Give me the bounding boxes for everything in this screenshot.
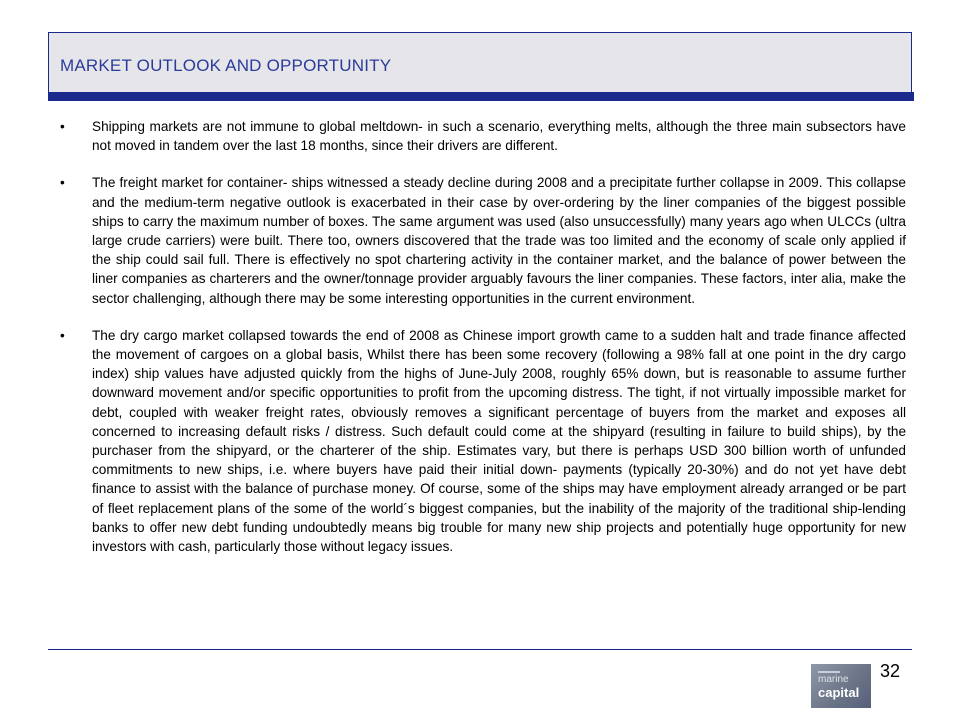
list-item bbox=[56, 117, 906, 155]
bullet-icon: • bbox=[60, 175, 65, 191]
bullet-text: Shipping markets are not immune to global meltdown- in such a scenario, everything melts, although the three main subsectors have not moved in tandem over the last 18 months, since their drivers are different. bbox=[92, 119, 906, 154]
logo-text-line2: capital bbox=[818, 685, 860, 700]
bullet-icon: • bbox=[60, 327, 65, 343]
page-number: 32 bbox=[880, 661, 901, 681]
list-item bbox=[56, 173, 906, 307]
marine-capital-logo bbox=[811, 664, 871, 708]
bullet-text: The freight market for container- ships witnessed a steady decline during 2008 and a precipitate further collapse in 2009. This collapse and the medium-term negative outlook is exacerbated in their case by over-ordering by the liner companies of the biggest possible ships to carry the maximum number of boxes. The same argument was used (also unsuccessfully) many years ago when ULCCs (ultra large crude carriers) were built. There too, owners discovered that the trade was too limited and the economy of scale only applied if the ship could sail full. There is effectively no spot chartering activity in the container market, and the balance of power between the liner companies as charterers and the owner/tonnage provider arguably favours the liner companies. These factors, inter alia, make the sector challenging, although there may be some interesting opportunities in the current environment. bbox=[92, 175, 906, 306]
title-banner-underline bbox=[48, 92, 914, 101]
bullet-icon: • bbox=[60, 119, 65, 134]
page-title: MARKET OUTLOOK AND OPPORTUNITY bbox=[60, 56, 392, 75]
bullet-text: The dry cargo market collapsed towards the end of 2008 as Chinese import growth came to a sudden halt and trade finance affected the movement of cargoes on a global basis, Whilst there has been some recovery (following a 98% fall at one point in the dry cargo index) ship values have adjusted quickly from the highs of June-July 2008, roughly 65% down, but is reasonable to assume further downward movement and/or specific opportunities to profit from the upcoming distress. The tight, if not virtually impossible market for debt, coupled with weaker freight rates, obviously removes a significant percentage of buyers from the market and exposes all concerned to increasing default risks / distress. Such default could come at the shipyard (resulting in failure to build ships), by the purchaser from the shipyard, or the charterer of the ship. Estimates vary, but there is perhaps USD 300 billion worth of unfunded commitments to new ships, i.e. where buyers have paid their initial down- payments (typically 20-30%) and do not yet have debt finance to assist with the balance of purchase money. Of course, some of the ships may have employment already arranged or be part of fleet replacement plans of the some of the world´s biggest companies, but the inability of the majority of the traditional ship-lending banks to offer new debt funding undoubtedly means big trouble for many new ship projects and potentially huge opportunity for new investors with cash, particularly those without legacy issues. bbox=[92, 327, 906, 555]
logo-text-line1: marine bbox=[818, 674, 849, 685]
bullet-list bbox=[56, 117, 906, 574]
footer-divider bbox=[48, 649, 912, 650]
list-item bbox=[56, 326, 906, 556]
logo-accent-bar bbox=[818, 671, 840, 673]
